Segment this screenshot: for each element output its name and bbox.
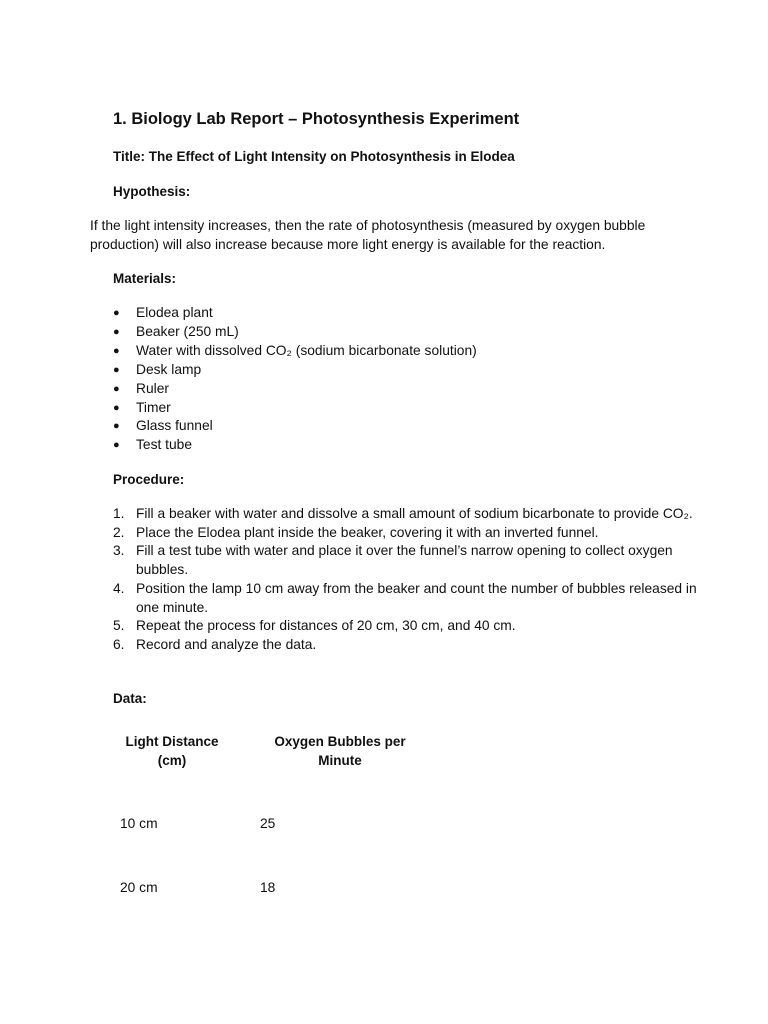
report-subtitle: Title: The Effect of Light Intensity on Photosynthesis in Elodea [113,149,515,164]
list-item [113,380,477,399]
material-label: Desk lamp [136,361,202,377]
step-text: Fill a beaker with water and dissolve a small amount of sodium bicarbonate to provide CO₂. [136,506,693,521]
material-label: Water with dissolved CO₂ (sodium bicarbonate solution) [136,342,477,358]
list-item [113,399,477,418]
bullet-icon: ● [113,420,120,433]
list-item [113,417,477,436]
table-cell: 25 [260,816,276,831]
material-label: Ruler [136,380,169,396]
bullet-icon: ● [113,344,120,357]
step-text: Repeat the process for distances of 20 cm, 30 cm, and 40 cm. [136,618,516,634]
step-number: 2. [113,524,125,540]
step-text: Place the Elodea plant inside the beaker, covering it with an inverted funnel. [136,524,599,540]
list-item [113,505,703,524]
bullet-icon: ● [113,401,120,414]
material-label: Glass funnel [136,418,213,434]
material-label: Timer [136,399,171,415]
step-number: 1. [113,506,125,521]
list-item [113,361,477,380]
step-number: 5. [113,618,125,634]
list-item [113,323,477,342]
list-item [113,524,703,543]
table-cell: 18 [260,880,276,895]
step-number: 3. [113,543,125,559]
bullet-icon: ● [113,307,120,319]
document-title: 1. Biology Lab Report – Photosynthesis Experiment [113,110,520,128]
list-item [113,342,477,361]
list-item [113,580,703,617]
step-text: Fill a test tube with water and place it over the funnel’s narrow opening to collect oxygen bubbles. [136,543,673,578]
table-column-header: Light Distance (cm) [125,734,219,768]
step-text: Record and analyze the data. [136,636,317,652]
material-label: Test tube [136,437,192,453]
list-item [113,304,477,323]
procedure-heading: Procedure: [113,472,185,487]
material-label: Beaker (250 mL) [136,323,239,339]
list-item [113,542,703,579]
step-number: 6. [113,636,125,652]
materials-heading: Materials: [113,271,177,286]
bullet-icon: ● [113,382,120,395]
bullet-icon: ● [113,439,120,452]
material-label: Elodea plant [136,305,213,320]
procedure-list [113,505,703,655]
table-column-header: Oxygen Bubbles per Minute [274,734,406,768]
table-cell: 20 cm [120,880,158,895]
step-text: Position the lamp 10 cm away from the beaker and count the number of bubbles released in one minute. [136,580,697,615]
hypothesis-text: If the light intensity increases, then the rate of photosynthesis (measured by oxygen bubble production) will also increase because more light energy is available for the reaction. [90,218,646,252]
list-item [113,636,703,655]
materials-list [113,304,477,455]
list-item [113,617,703,636]
table-cell: 10 cm [120,816,158,831]
step-number: 4. [113,580,125,596]
list-item [113,436,477,455]
bullet-icon: ● [113,325,120,338]
bullet-icon: ● [113,363,120,376]
hypothesis-heading: Hypothesis: [113,184,191,199]
data-heading: Data: [113,691,147,706]
